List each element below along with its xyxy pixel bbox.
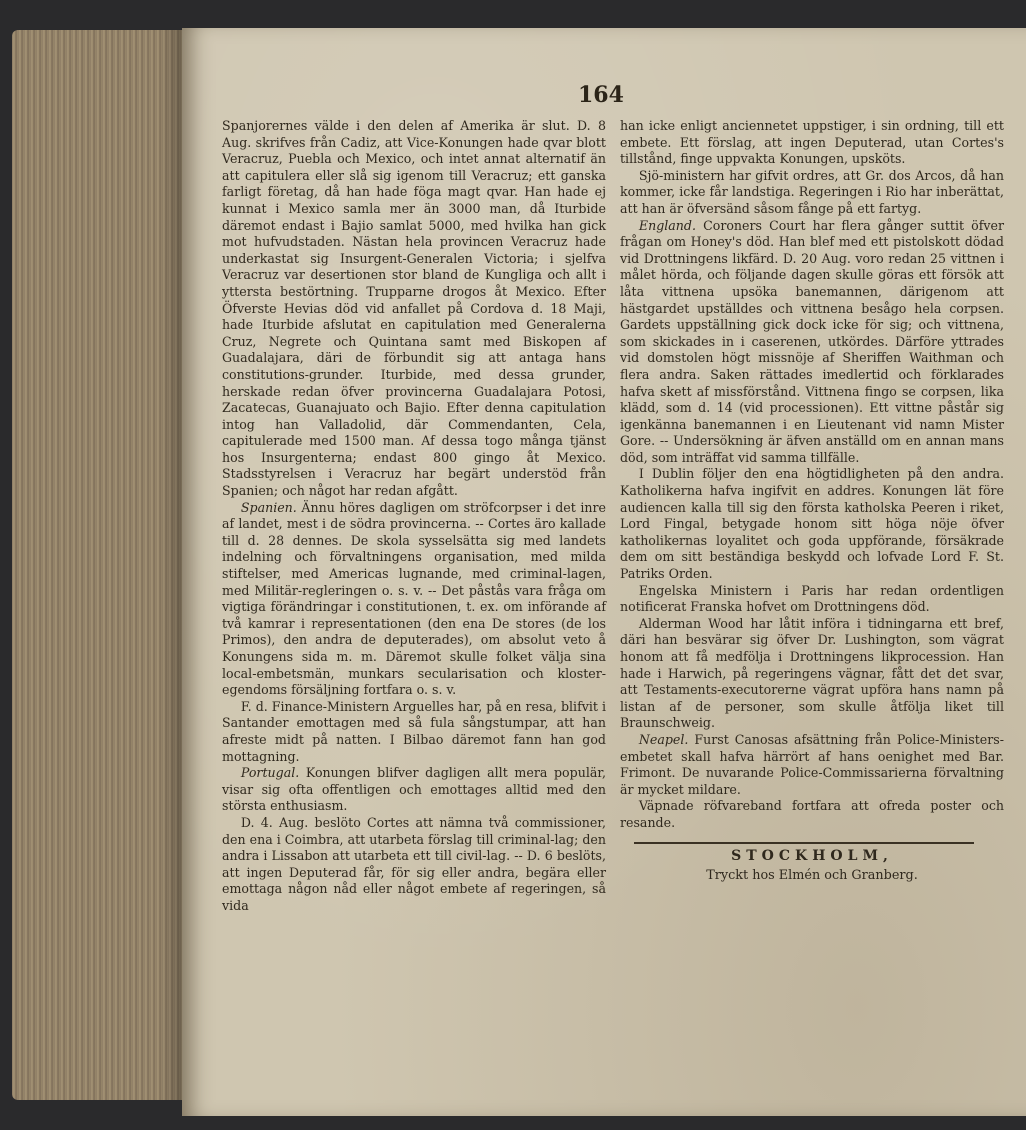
continuation-paragraph: han icke enligt anciennetet uppstiger, i sin ordning, till ett embete. Ett förslag, att ingen Deputerad, utan Cortes's tillstånd, finge uppvakta Konungen, upsköts. (620, 118, 1004, 167)
finance-minister-article: F. d. Finance-Ministern Arguelles har, på en resa, blifvit i Santander emottagen med så fula sångstumpar, att han afreste midt på natten. I Bilbao däremot fann han god mottagning. (222, 698, 606, 764)
portugal-article (222, 765, 606, 815)
paris-paragraph: Engelska Ministern i Paris har redan ordentligen notificerat Franska hofvet om Drottningens död. (620, 582, 1004, 615)
mexico-article: Spanjorernes välde i den delen af Amerika är slut. D. 8 Aug. skrifves från Cadiz, att Vice-Konungen hade qvar blott Veracruz, Puebla och Mexico, och intet annat alternatif än att capitulera eller slå sig igenom till Veracruz; ett ganska farligt företag, då han hade föga magt qvar. Han hade ej kunnat i Mexico samla mer än 3000 man, då Iturbide däremot endast i Bajio samlat 5000, med hvilka han gick mot hufvudstaden. Nästan hela provincen Veracruz hade underkastat sig Insurgent-Generalen Victoria; i sjelfva Veracruz var desertionen stor bland de Kungliga och allt i yttersta bestörtning. Trupparne drogos åt Mexico. Efter Öfverste Hevias död vid anfallet på Cordova d. 18 Maji, hade Iturbide afslutat en capitulation med Generalerna Cruz, Negrete och Quintana samt med Biskopen af Guadalajara, däri de förbundit sig att antaga hans constitutions-grunder. Iturbide, med dessa grunder, herskade redan öfver provincerna Guadalajara Potosi, Zacatecas, Guanajuato och Bajio. Efter denna capitulation intog han Valladolid, där Commendanten, Cela, capitulerade med 1500 man. Af dessa togo många tjänst hos Insurgenterna; endast 800 gingo åt Mexico. Stadsstyrelsen i Veracruz har begärt understöd från Spanien; och något har redan afgått. (222, 118, 606, 499)
naples-heading: Neapel. (638, 731, 689, 747)
bandits-paragraph: Väpnade röfvareband fortfara att ofreda poster och resande. (620, 798, 1004, 830)
naples-text: Furst Canosas afsättning från Police-Ministers-embetet skall hafva härrört af hans oenighet med Bar. Frimont. De nuvarande Police-Commissarierna förvaltning är mycket mildare. (620, 731, 1004, 797)
portugal-text: Konungen blifver dagligen allt mera populär, visar sig ofta offentligen och emottages alltid med den största enthusiasm. (222, 765, 606, 814)
portugal-heading: Portugal. (240, 765, 300, 781)
spain-article (222, 500, 606, 699)
naples-article (620, 732, 1004, 798)
england-heading: England. (638, 217, 696, 233)
dublin-paragraph: I Dublin följer den ena högtidligheten på den andra. Katholikerna hafva ingifvit en addres. Konungen lät före audiencen kalla till sig den första katholska Peeren i riket, Lord Fingal, betygade honom sitt höga nöje öfver katholikernas loyalitet och goda uppförande, försäkrade dem om sitt beständiga beskydd och lofvade Lord F. St. Patriks Orden. (620, 466, 1004, 582)
imprint-divider (634, 842, 974, 844)
navy-minister-paragraph: Sjö-ministern har gifvit ordres, att Gr. dos Arcos, då han kommer, icke får landstiga. Regeringen i Rio har inberättat, att han är öfversänd såsom fånge på ett fartyg. (620, 167, 1004, 216)
imprint-printer: Tryckt hos Elmén och Granberg. (706, 868, 918, 884)
england-article (620, 218, 1004, 467)
spain-heading: Spanien. (240, 499, 297, 515)
portugal-cortes-article: D. 4. Aug. beslöto Cortes att nämna två commissioner, den ena i Coimbra, att utarbeta förslag till criminal-lag; den andra i Lissabon att utarbeta ett till civil-lag. -- D. 6 beslöts, att ingen Deputerad får, för sig eller andra, begära eller emottaga någon nåd eller något embete af regeringen, så vida (222, 814, 606, 913)
spain-text: Ännu höres dagligen om ströfcorpser i det inre af landet, mest i de södra provincerna. -- Cortes äro kallade till d. 28 dennes. De skola sysselsätta sig med landets indelning och förvaltningens organisation, med milda stiftelser, med Americas lugnande, med criminal-lagen, med Militär-regleringen o. s. v. -- Det påstås vara fråga om vigtiga förändringar i constitutionen, t. ex. om införande af två kamrar i representationen (den ena De stores (de los Primos), den andra de deputerades), om absolut veto å Konungens sida m. m. Däremot skulle folket välja sina local-embetsmän, munkars secularisation och kloster-egendoms försäljning fortfara o. s. v. (222, 499, 606, 698)
page-number: 164 (578, 82, 624, 108)
england-text: Coroners Court har flera gånger suttit öfver frågan om Honey's död. Han blef med ett pistolskott dödad vid Drottningens likfärd. D. 20 Aug. voro redan 25 vittnen i målet hörda, och följande dagen skulle göras ett försök att låta vittnena upsöka banemannen, därigenom att hästgardet upställdes och vittnena besågo hela corpsen. Gardets uppställning gick dock icke för sig; och vittnena, som skickades in i caserenen, utkördes. Därföre yttrades vid domstolen högt missnöje af Sheriffen Waithman och flera andra. Saken rättades imedlertid och förklarades hafva skett af missförstånd. Vittnena fingo se corpsen, lika klädd, som d. 14 (vid processionen). Ett vittne påstår sig igenkänna banemannen i en Lieutenant vid namn Mister Gore. -- Undersökning är äfven anställd om en annan mans död, som inträffat vid samma tillfälle. (620, 217, 1004, 465)
left-column (222, 118, 606, 915)
right-column (620, 118, 1004, 885)
imprint-city: STOCKHOLM, (731, 847, 893, 864)
alderman-wood-paragraph: Alderman Wood har låtit införa i tidningarna ett bref, däri han besvärar sig öfver Dr. Lushington, som vägrat honom att få medfölja i Drottningens likprocession. Han hade i Harwich, på regeringens vägnar, fått det det svar, att Testaments-executorerne vägrat upföra hans namn på listan af de personer, som skulle åtfölja liket till Braunschweig. (620, 615, 1004, 731)
